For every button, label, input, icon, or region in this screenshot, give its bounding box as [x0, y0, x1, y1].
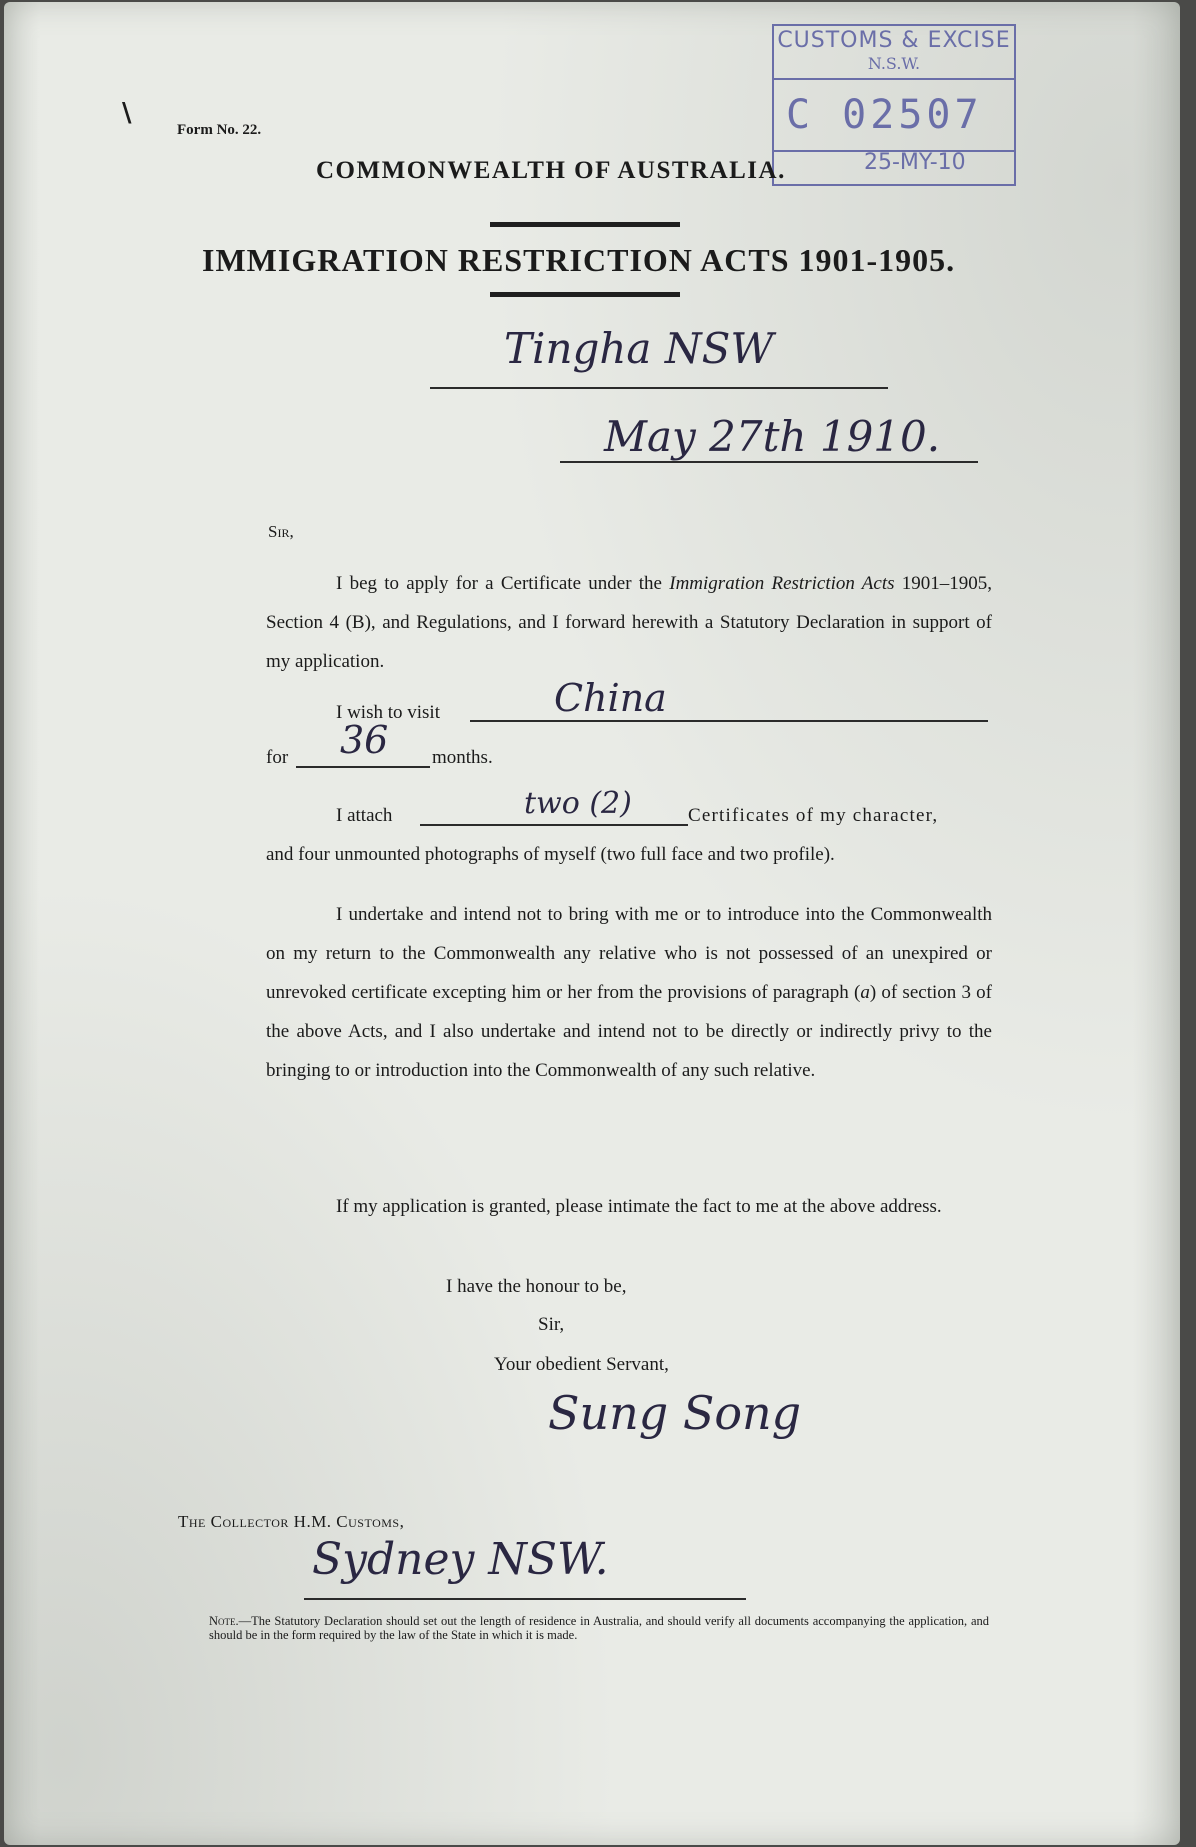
addressee: The Collector H.M. Customs, [178, 1512, 405, 1531]
paragraph-application [266, 564, 992, 681]
footnote-label: Note. [209, 1614, 239, 1628]
closing-servant: Your obedient Servant, [494, 1354, 669, 1375]
footnote-text: —The Statutory Declaration should set out the length of residence in Australia, and should verify all documents accompanying the application, and should be in the form required by the law of the State in which it is made. [209, 1614, 989, 1642]
address-line [430, 387, 888, 389]
date-handwritten: May 27th 1910. [604, 412, 941, 461]
duration-prefix: for [266, 747, 289, 768]
closing-sir: Sir, [538, 1314, 565, 1335]
paragraph-request: If my application is granted, please intimate the fact to me at the above address. [336, 1196, 942, 1217]
stamp-title: CUSTOMS & EXCISE [777, 28, 1011, 53]
tick-mark: \ [122, 98, 132, 128]
date-line [560, 461, 978, 463]
footnote [209, 1614, 989, 1642]
visit-destination: China [554, 676, 667, 720]
visit-label: I wish to visit [336, 702, 440, 723]
paragraph-text: I beg to apply for a Certificate under the [336, 573, 670, 594]
addressee-line [304, 1598, 746, 1600]
duration-value: 36 [340, 718, 389, 762]
stamp-divider [774, 78, 1014, 80]
stamp-date: 25-MY-10 [864, 150, 966, 175]
form-number: Form No. 22. [177, 122, 262, 138]
act-name: Immigration Restriction Acts [669, 573, 895, 594]
page-title: IMMIGRATION RESTRICTION ACTS 1901-1905. [202, 242, 956, 278]
address-handwritten: Tingha NSW [504, 324, 774, 373]
divider [490, 292, 680, 297]
signature: Sung Song [548, 1386, 802, 1440]
paragraph-undertaking [266, 895, 992, 1090]
paragraph-letter: a [860, 982, 870, 1003]
addressee-place: Sydney NSW. [312, 1534, 609, 1585]
stamp-state: N.S.W. [867, 54, 921, 73]
attach-count: two (2) [524, 786, 632, 821]
attach-photos: and four unmounted photographs of myself (two full face and two profile). [266, 844, 835, 865]
attach-line [420, 824, 688, 826]
stamp-number: C 02507 [786, 92, 983, 138]
document-page [4, 2, 1180, 1845]
paragraph-text: ) of section 3 of the above Acts, and I also undertake and intend not to be directly or indirectly privy to the bringing to or introduction into the Commonwealth of any such relative. [266, 982, 992, 1081]
duration-line [296, 766, 430, 768]
customs-stamp [772, 24, 1016, 186]
paragraph-text: 1901–1905, Section 4 (B), and Regulations, and I forward herewith a Statutory Declaration in support of my application. [266, 573, 992, 672]
attach-prefix: I attach [336, 805, 393, 826]
duration-suffix: months. [432, 747, 493, 768]
heading: COMMONWEALTH OF AUSTRALIA. [316, 157, 786, 184]
visit-line [470, 720, 988, 722]
attach-suffix: Certificates of my character, [688, 805, 939, 826]
salutation: Sir, [268, 522, 294, 541]
divider [490, 222, 680, 227]
paragraph-text: I undertake and intend not to bring with me or to introduce into the Commonwealth on my return to the Commonwealth any relative who is not possessed of an unexpired or unrevoked certificate excepting him or her from the provisions of paragraph ( [266, 904, 992, 1003]
closing-honour: I have the honour to be, [446, 1276, 627, 1297]
